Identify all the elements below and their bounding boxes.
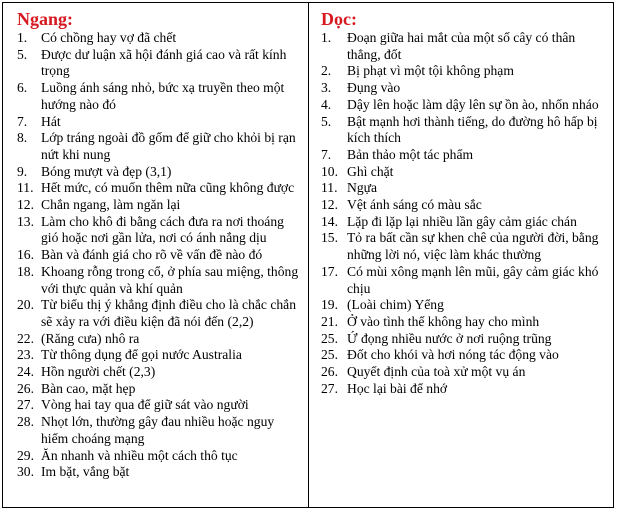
clue-text: Ghì chặt bbox=[347, 163, 394, 179]
clue-text: Luồng ánh sáng nhỏ, bức xạ truyền theo một hướng nào đó bbox=[41, 80, 285, 112]
clue-number: 13. bbox=[17, 213, 34, 229]
clue-text: Chắn ngang, làm ngăn lại bbox=[41, 197, 181, 213]
down-clue bbox=[321, 147, 611, 164]
clue-text: Đụng vào bbox=[347, 80, 401, 96]
across-clue bbox=[17, 364, 304, 381]
clue-text: Đoạn giữa hai mắt của một số cây có thân thẳng, đốt bbox=[347, 30, 576, 62]
clue-text: Hồn người chết (2,3) bbox=[41, 364, 156, 380]
down-clue bbox=[321, 63, 611, 80]
down-clue bbox=[321, 297, 611, 314]
clue-number: 26. bbox=[17, 380, 34, 396]
clue-number: 11. bbox=[17, 180, 34, 196]
down-clue bbox=[321, 331, 611, 348]
clue-number: 5. bbox=[321, 113, 332, 129]
clue-text: Có chồng hay vợ đã chết bbox=[41, 30, 177, 45]
clue-text: Bản thảo một tác phẩm bbox=[347, 146, 474, 162]
clue-number: 23. bbox=[17, 347, 34, 363]
clue-text: Vòng hai tay qua để giữ sát vào người bbox=[41, 397, 249, 413]
clue-text: Làm cho khô đi bằng cách đưa ra nơi thoáng gió hoặc nơi gần lửa, nơi có ánh nắng dịu bbox=[41, 213, 284, 246]
clue-number: 8. bbox=[17, 130, 28, 146]
across-clue bbox=[17, 47, 304, 80]
across-clue bbox=[17, 297, 304, 330]
clue-text: Bàn và đánh giá cho rõ về vấn đề nào đó bbox=[41, 247, 263, 263]
clue-number: 10. bbox=[321, 163, 338, 179]
clue-number: 22. bbox=[17, 330, 34, 346]
across-column bbox=[3, 3, 308, 481]
across-clue bbox=[17, 80, 304, 113]
clue-number: 28. bbox=[17, 414, 34, 430]
across-clue bbox=[17, 197, 304, 214]
down-clue bbox=[321, 230, 611, 263]
down-clue-list bbox=[321, 30, 611, 397]
clue-number: 25. bbox=[321, 347, 338, 363]
clue-number: 4. bbox=[321, 96, 332, 112]
clue-text: Bị phạt vì một tội không phạm bbox=[347, 63, 514, 79]
clue-number: 1. bbox=[321, 30, 332, 45]
across-clue bbox=[17, 114, 304, 131]
clue-number: 2. bbox=[321, 63, 332, 79]
clue-number: 25. bbox=[321, 330, 338, 346]
clue-number: 17. bbox=[321, 263, 338, 279]
clue-text: Ăn nhanh và nhiều một cách thô tục bbox=[41, 447, 238, 463]
across-clue bbox=[17, 381, 304, 398]
down-heading: Dọc: bbox=[321, 9, 357, 29]
clue-number: 19. bbox=[321, 297, 338, 313]
clue-text: Ở vào tình thế không hay cho mình bbox=[347, 313, 540, 329]
clue-number: 24. bbox=[17, 364, 34, 380]
down-clue bbox=[321, 381, 611, 398]
down-clue bbox=[321, 197, 611, 214]
down-column bbox=[309, 3, 615, 397]
clue-number: 29. bbox=[17, 447, 34, 463]
clue-number: 12. bbox=[321, 197, 338, 213]
clue-number: 7. bbox=[321, 146, 332, 162]
clue-number: 30. bbox=[17, 464, 34, 480]
clue-text: Dậy lên hoặc làm dậy lên sự ồn ào, nhốn nháo bbox=[347, 96, 599, 112]
down-clue bbox=[321, 364, 611, 381]
clue-text: Vệt ánh sáng có màu sắc bbox=[347, 197, 482, 213]
clue-number: 6. bbox=[17, 80, 28, 96]
clue-number: 12. bbox=[17, 197, 34, 213]
clue-number: 11. bbox=[321, 180, 338, 196]
across-clue bbox=[17, 30, 304, 47]
across-clue bbox=[17, 264, 304, 297]
across-clue bbox=[17, 247, 304, 264]
across-clue bbox=[17, 448, 304, 465]
clue-text: Ngựa bbox=[347, 180, 378, 196]
clue-text: Nhọt lớn, thường gây đau nhiều hoặc nguy hiểm choáng mạng bbox=[41, 414, 275, 446]
clue-number: 3. bbox=[321, 80, 332, 96]
clue-text: (Răng cưa) nhô ra bbox=[41, 330, 140, 346]
down-clue bbox=[321, 347, 611, 364]
clue-text: Bàn cao, mặt hẹp bbox=[41, 380, 136, 396]
across-clue bbox=[17, 397, 304, 414]
clue-text: Từ biểu thị ý khẳng định điều cho là chắc chắn sẽ xảy ra với điều kiện đã nói đến (2,2) bbox=[41, 297, 296, 329]
clue-text: Quyết định của toà xử một vụ án bbox=[347, 364, 526, 380]
clue-text: Học lại bài để nhớ bbox=[347, 380, 448, 396]
clue-table bbox=[2, 2, 614, 508]
clue-number: 1. bbox=[17, 30, 28, 45]
across-clue bbox=[17, 214, 304, 247]
clue-text: Khoang rỗng trong cổ, ở phía sau miệng, thông với thực quản và khí quản bbox=[41, 263, 299, 296]
clue-text: Lớp tráng ngoài đồ gốm để giữ cho khỏi bị rạn nứt khi nung bbox=[41, 130, 296, 162]
clue-number: 27. bbox=[321, 380, 338, 396]
across-clue bbox=[17, 464, 304, 481]
across-clue bbox=[17, 164, 304, 181]
down-clue bbox=[321, 97, 611, 114]
across-clue bbox=[17, 180, 304, 197]
clue-text: (Loài chim) Yểng bbox=[347, 297, 444, 313]
clue-text: Được dư luận xã hội đánh giá cao và rất kính trọng bbox=[41, 46, 287, 79]
across-clue-list bbox=[17, 30, 304, 481]
clue-number: 18. bbox=[17, 263, 34, 279]
down-clue bbox=[321, 264, 611, 297]
down-clue bbox=[321, 164, 611, 181]
clue-text: Có mùi xông mạnh lên mũi, gây cảm giác khó chịu bbox=[347, 263, 599, 296]
clue-text: Hết mức, có muốn thêm nữa cũng không được bbox=[41, 180, 295, 196]
across-clue bbox=[17, 130, 304, 163]
clue-text: Đốt cho khói và hơi nóng tác động vào bbox=[347, 347, 559, 363]
across-clue bbox=[17, 414, 304, 447]
clue-number: 15. bbox=[321, 230, 338, 246]
across-heading: Ngang: bbox=[17, 9, 74, 29]
clue-number: 16. bbox=[17, 247, 34, 263]
clue-number: 21. bbox=[321, 313, 338, 329]
clue-number: 9. bbox=[17, 163, 28, 179]
clue-text: Im bặt, vắng bặt bbox=[41, 464, 130, 480]
clue-text: Ứ đọng nhiều nước ở nơi ruộng trũng bbox=[347, 330, 552, 346]
clue-text: Bật mạnh hơi thành tiếng, do đường hô hấp bị kích thích bbox=[347, 113, 598, 146]
across-clue bbox=[17, 331, 304, 348]
clue-text: Hát bbox=[41, 113, 61, 129]
down-clue bbox=[321, 114, 611, 147]
clue-number: 26. bbox=[321, 364, 338, 380]
clue-number: 5. bbox=[17, 46, 28, 62]
down-clue bbox=[321, 314, 611, 331]
clue-text: Tỏ ra bất cần sự khen chê của người đời, bằng những lời nó, việc làm khác thường bbox=[347, 230, 599, 263]
clue-number: 14. bbox=[321, 213, 338, 229]
down-clue bbox=[321, 80, 611, 97]
clue-text: Bóng mượt và đẹp (3,1) bbox=[41, 163, 172, 179]
down-clue bbox=[321, 214, 611, 231]
clue-number: 7. bbox=[17, 113, 28, 129]
clue-text: Lặp đi lặp lại nhiều lần gây cảm giác chán bbox=[347, 213, 577, 229]
clue-number: 27. bbox=[17, 397, 34, 413]
clue-text: Từ thông dụng để gọi nước Australia bbox=[41, 347, 242, 363]
down-clue bbox=[321, 30, 611, 63]
down-clue bbox=[321, 180, 611, 197]
across-clue bbox=[17, 347, 304, 364]
clue-number: 20. bbox=[17, 297, 34, 313]
